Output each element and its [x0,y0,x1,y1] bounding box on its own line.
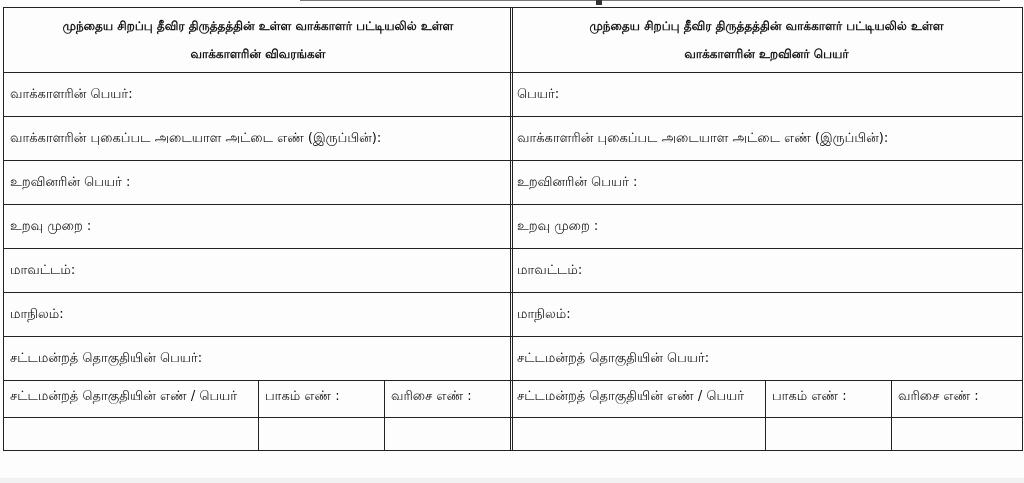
field-label: சட்டமன்றத் தொகுதியின் பெயர்: [10,350,203,366]
relationship-field[interactable] [4,205,513,249]
relative-relative-name-field[interactable] [511,161,1023,205]
field-label: உறவினரின் பெயர் : [517,174,638,190]
serial-number-label: வரிசை எண் : [385,381,513,418]
relative-details-header-line-2: வாக்காளரின் உறவினர் பெயர் [684,47,849,61]
field-label: உறவு முறை : [10,218,92,234]
relative-name-field[interactable] [511,73,1023,117]
constituency-number-label: சட்டமன்றத் தொகுதியின் எண் / பெயர் [4,381,259,418]
voter-name-field[interactable] [4,73,513,117]
constituency-name-field[interactable] [4,337,513,381]
relative-constituency-name-field[interactable] [511,337,1023,381]
state-field[interactable] [4,293,513,337]
field-label: பெயர்: [517,86,560,102]
top-tick-mark [596,0,602,5]
voter-details-header [4,8,513,73]
page-bottom-edge [0,478,1024,483]
relative-constituency-number-label: சட்டமன்றத் தொகுதியின் எண் / பெயர் [511,381,766,418]
voter-details-table [3,7,513,451]
field-label: வாக்காளரின் பெயர்: [10,86,133,102]
relative-details-header [511,8,1023,73]
field-label: மாவட்டம்: [517,262,583,278]
relative-district-field[interactable] [511,249,1023,293]
relative-relationship-field[interactable] [511,205,1023,249]
voter-details-header-line-1: முந்தைய சிறப்பு தீவிர திருத்தத்தின் உள்ள வாக்காளர் பட்டியலில் உள்ள [62,19,454,33]
voter-details-header-line-2: வாக்காளரின் விவரங்கள் [190,47,326,61]
relative-name-field[interactable] [4,161,513,205]
constituency-number-input[interactable] [4,418,259,451]
relative-part-number-label: பாகம் எண் : [766,381,892,418]
district-field[interactable] [4,249,513,293]
relative-serial-number-label: வரிசை எண் : [892,381,1023,418]
field-label: மாவட்டம்: [10,262,76,278]
part-number-label: பாகம் எண் : [259,381,385,418]
field-label: உறவினரின் பெயர் : [10,174,131,190]
relative-details-header-line-1: முந்தைய சிறப்பு தீவிர திருத்தத்தின் வாக்காளர் பட்டியலில் உள்ள [589,19,944,33]
voter-epic-field[interactable] [4,117,513,161]
part-number-input[interactable] [259,418,385,451]
field-label: மாநிலம்: [517,306,571,322]
field-label: சட்டமன்றத் தொகுதியின் பெயர்: [517,350,710,366]
relative-constituency-number-input[interactable] [511,418,766,451]
field-label: வாக்காளரின் புகைப்பட அடையாள அட்டை எண் (இருப்பின்): [517,130,889,146]
field-label: உறவு முறை : [517,218,599,234]
relative-serial-number-input[interactable] [892,418,1023,451]
field-label: மாநிலம்: [10,306,64,322]
field-label: வாக்காளரின் புகைப்பட அடையாள அட்டை எண் (இருப்பின்): [10,130,382,146]
top-border-line [300,0,1000,1]
relative-epic-field[interactable] [511,117,1023,161]
relative-state-field[interactable] [511,293,1023,337]
relative-details-table [510,7,1023,451]
relative-part-number-input[interactable] [766,418,892,451]
serial-number-input[interactable] [385,418,513,451]
